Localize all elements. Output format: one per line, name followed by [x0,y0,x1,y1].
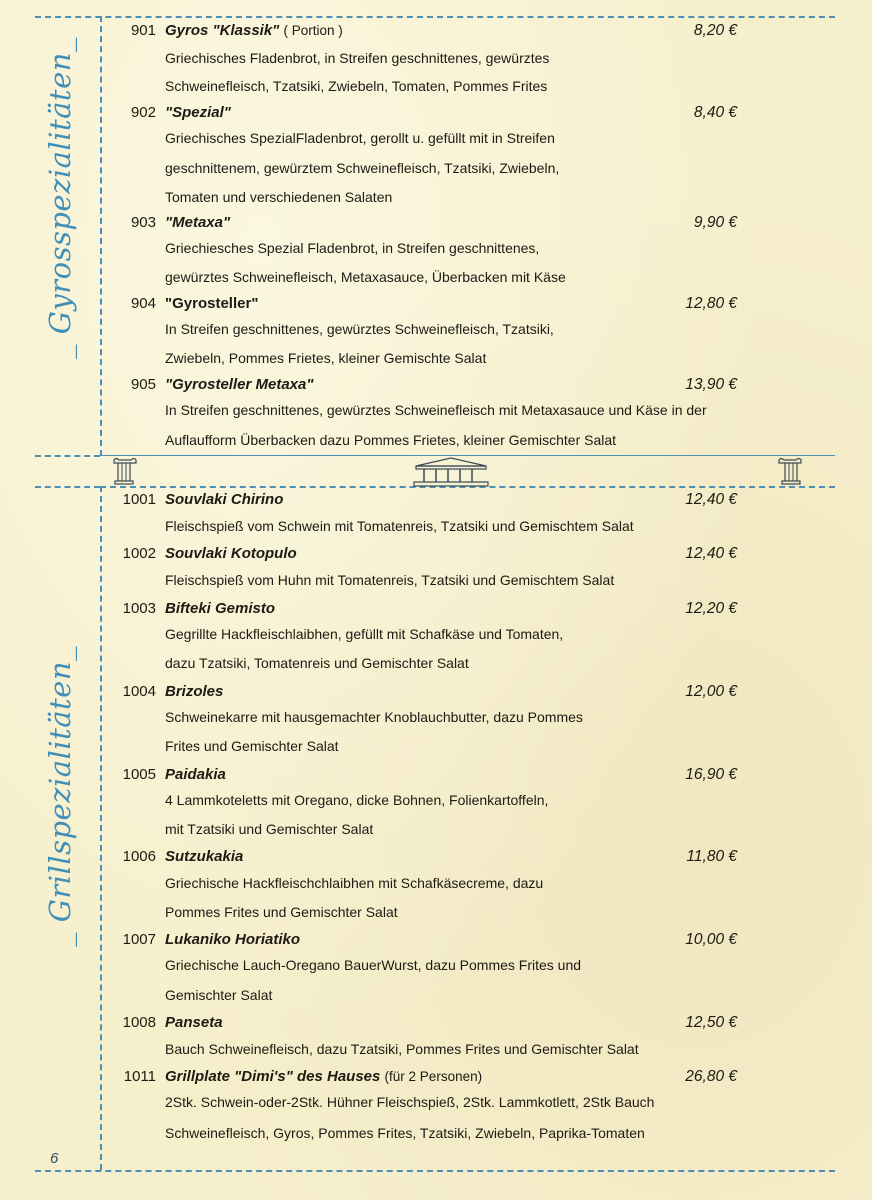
item-name: Souvlaki Chirino [165,491,284,508]
item-price: 13,90 € [685,376,737,393]
item-price: 12,40 € [685,545,737,562]
item-number: 904 [130,295,156,312]
item-name: Souvlaki Kotopulo [165,545,297,562]
item-number: 905 [130,376,156,393]
item-description: Pommes Frites und Gemischter Salat [165,904,398,920]
item-price: 11,80 € [686,848,737,865]
item-number: 1006 [122,848,156,865]
item-number: 902 [130,104,156,121]
item-price: 10,00 € [685,931,737,948]
item-name: Bifteki Gemisto [165,600,276,617]
item-price: 9,90 € [693,214,737,231]
item-number: 901 [130,22,156,39]
item-price: 16,90 € [685,766,737,783]
item-price: 12,20 € [685,600,737,617]
page-number: 6 [50,1150,59,1167]
item-name: Sutzukakia [165,848,244,865]
item-description: Tomaten und verschiedenen Salaten [165,189,393,205]
item-number: 1004 [122,683,156,700]
ionic-column-icon [112,457,138,485]
item-description: 2Stk. Schwein-oder-2Stk. Hühner Fleischspieß, 2Stk. Lammkotlett, 2Stk Bauch [165,1094,655,1110]
item-description: Griechische Hackfleischchlaibhen mit Schafkäsecreme, dazu [165,875,544,891]
item-price: 12,80 € [685,295,737,312]
item-number: 1001 [122,491,156,508]
item-number: 1011 [123,1068,156,1085]
item-description: Schweinekarre mit hausgemachter Knoblauchbutter, dazu Pommes [165,709,583,725]
bottom-border [35,1170,835,1172]
item-number: 1005 [122,766,156,783]
item-price: 26,80 € [685,1068,737,1085]
item-number: 1002 [122,545,156,562]
item-note: (für 2 Personen) [384,1069,483,1084]
item-description: Fleischspieß vom Schwein mit Tomatenreis, Tzatsiki und Gemischtem Salat [165,518,634,534]
top-border [35,16,835,18]
item-description: Bauch Schweinefleisch, dazu Tzatsiki, Pommes Frites und Gemischter Salat [165,1041,639,1057]
item-price: 12,40 € [685,491,737,508]
item-description: In Streifen geschnittenes, gewürztes Schweinefleisch, Tzatsiki, [165,321,554,337]
greek-temple-icon [412,457,490,487]
ionic-column-icon [777,457,803,485]
section-title-grill: _ Grillspezialitäten_ [43,645,77,947]
item-description: Gegrillte Hackfleischlaibhen, gefüllt mit Schafkäse und Tomaten, [165,626,564,642]
item-description: Griechisches SpezialFladenbrot, gerollt u. gefüllt mit in Streifen [165,130,555,146]
item-name: "Gyrosteller Metaxa" [165,376,314,393]
item-description: Fleischspieß vom Huhn mit Tomatenreis, Tzatsiki und Gemischtem Salat [165,572,615,588]
item-name: Brizoles [165,683,224,700]
item-description: Frites und Gemischter Salat [165,738,339,754]
item-price: 12,00 € [685,683,737,700]
section-separator-line [100,455,835,456]
item-description: Schweinefleisch, Tzatsiki, Zwiebeln, Tomaten, Pommes Frites [165,78,548,94]
item-description: In Streifen geschnittenes, gewürztes Schweinefleisch mit Metaxasauce und Käse in der [165,402,707,418]
item-name: "Spezial" [165,104,231,121]
item-name: Gyros "Klassik" ( Portion ) [165,22,343,39]
item-description: Auflaufform Überbacken dazu Pommes Frietes, kleiner Gemischter Salat [165,432,617,448]
item-description: Schweinefleisch, Gyros, Pommes Frites, Tzatsiki, Zwiebeln, Paprika-Tomaten [165,1125,645,1141]
item-name: Grillplate "Dimi's" des Hauses (für 2 Personen) [165,1068,483,1085]
item-name: Lukaniko Horiatiko [165,931,301,948]
item-description: Zwiebeln, Pommes Frietes, kleiner Gemischte Salat [165,350,487,366]
item-number: 1007 [122,931,156,948]
item-description: Griechisches Fladenbrot, in Streifen geschnittenes, gewürztes [165,50,550,66]
item-number: 1003 [122,600,156,617]
item-name: "Metaxa" [165,214,231,231]
item-description: 4 Lammkoteletts mit Oregano, dicke Bohnen, Folienkartoffeln, [165,792,549,808]
section-separator-bottom [35,486,100,488]
item-description: Griechiesches Spezial Fladenbrot, in Streifen geschnittenes, [165,240,540,256]
item-price: 12,50 € [685,1014,737,1031]
item-note: ( Portion ) [283,23,343,38]
item-price: 8,20 € [693,22,737,39]
item-description: Gemischter Salat [165,987,273,1003]
item-name: Paidakia [165,766,226,783]
item-description: mit Tzatsiki und Gemischter Salat [165,821,374,837]
item-description: Griechische Lauch-Oregano BauerWurst, dazu Pommes Frites und [165,957,582,973]
item-number: 1008 [122,1014,156,1031]
item-name: "Gyrosteller" [165,295,259,312]
section-title-gyros: _ Gyrosspezialitäten_ [43,37,77,359]
item-price: 8,40 € [693,104,737,121]
item-description: geschnittenem, gewürztem Schweinefleisch, Tzatsiki, Zwiebeln, [165,160,560,176]
section-separator-top [35,455,100,457]
item-description: dazu Tzatsiki, Tomatenreis und Gemischter Salat [165,655,469,671]
item-description: gewürztes Schweinefleisch, Metaxasauce, Überbacken mit Käse [165,269,566,285]
item-number: 903 [130,214,156,231]
item-name: Panseta [165,1014,223,1031]
